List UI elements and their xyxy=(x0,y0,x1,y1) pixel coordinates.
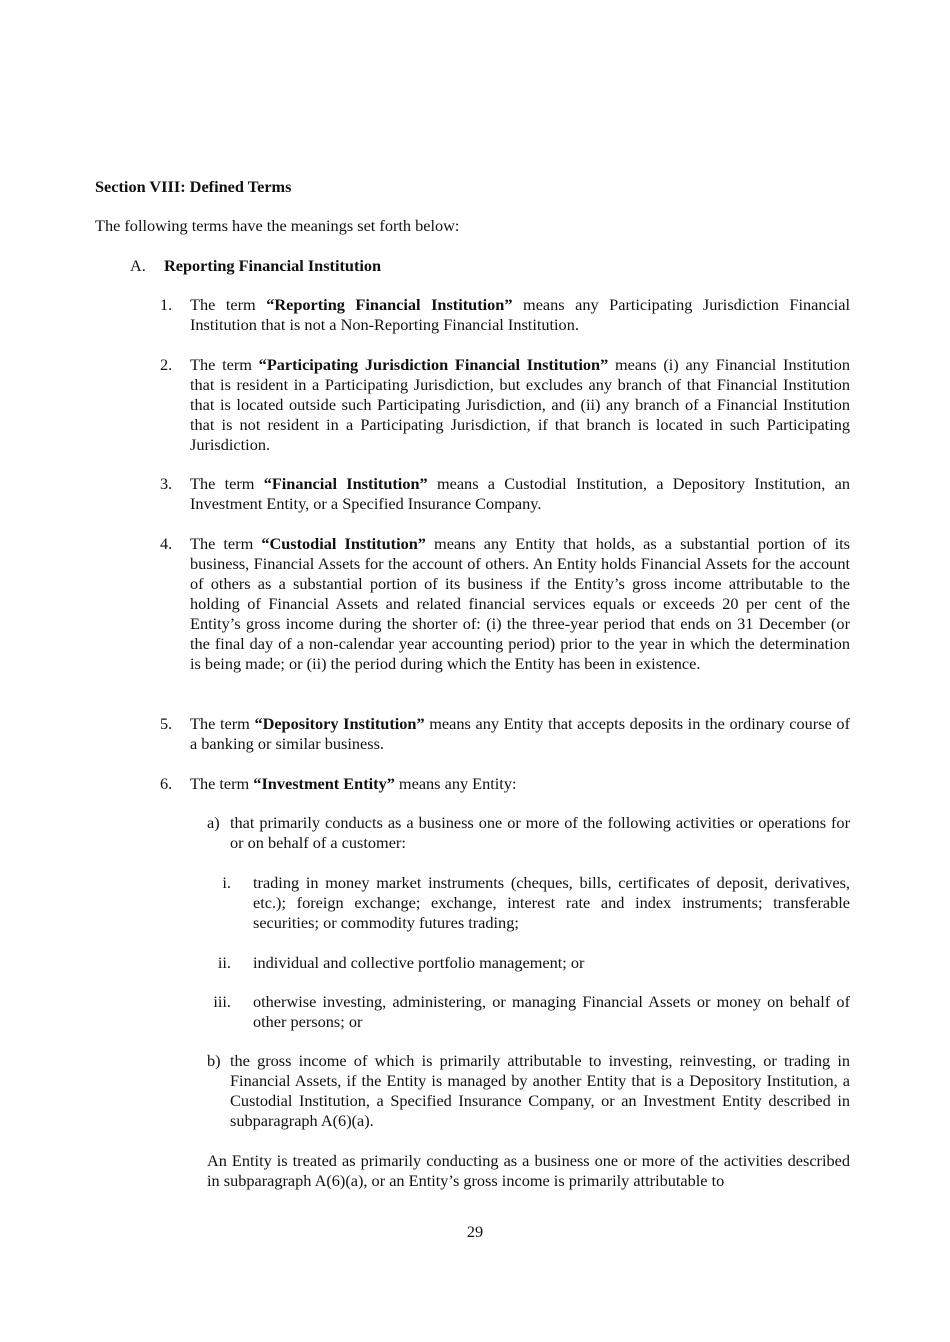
defined-term: “Financial Institution” xyxy=(263,474,428,493)
closing-paragraph: An Entity is treated as primarily conducting as a business one or more of the activities described in subparagraph A(6)(a), or an Entity’s gross income is primarily attributable to xyxy=(207,1151,850,1190)
item-prefix: The term xyxy=(190,534,262,553)
item-number: 4. xyxy=(160,534,173,553)
defined-term: “Custodial Institution” xyxy=(261,534,426,553)
defined-term: “Reporting Financial Institution” xyxy=(266,295,513,314)
item-text: means (i) any Financial Institution that is resident in a Participating Jurisdiction, but excludes any branch of that Financial Institution that is located outside such Participating Jurisdiction, and (ii) any branch of a Financial Institution that is not resident in a Participating Jurisdiction, if that branch is located in such Participating Jurisdiction. xyxy=(190,355,850,454)
item-body xyxy=(190,774,850,794)
defined-term: “Participating Jurisdiction Financial Institution” xyxy=(258,355,609,374)
item-text: means any Entity: xyxy=(394,774,517,793)
subparagraph-label: b) xyxy=(207,1051,221,1070)
page-number: 29 xyxy=(466,1222,484,1241)
roman-text: individual and collective portfolio management; or xyxy=(253,953,585,972)
item-body xyxy=(190,474,850,514)
item-prefix: The term xyxy=(190,474,264,493)
roman-text: otherwise investing, administering, or managing Financial Assets or money on behalf of other persons; or xyxy=(253,992,850,1031)
item-prefix: The term xyxy=(190,355,259,374)
item-text: means any Participating Jurisdiction Financial Institution that is not a Non-Reporting Financial Institution. xyxy=(190,295,850,334)
definition-item xyxy=(160,534,850,674)
definition-item xyxy=(160,474,850,514)
item-body xyxy=(190,534,850,674)
defined-term: “Investment Entity” xyxy=(253,774,395,793)
item-number: 1. xyxy=(160,295,173,314)
item-number: 6. xyxy=(160,774,173,793)
item-number: 3. xyxy=(160,474,173,493)
item-text: means any Entity that holds, as a substantial portion of its business, Financial Assets for the account of others. An Entity holds Financial Assets for the account of others as a substantial portion of its business if the Entity’s gross income attributable to the holding of Financial Assets and related financial services equals or exceeds 20 per cent of the Entity’s gross income during the shorter of: (i) the three-year period that ends on 31 December (or the final day of a non-calendar year accounting period) prior to the year in which the determination is being made; or (ii) the period during which the Entity has been in existence. xyxy=(190,534,850,673)
subparagraph-text: that primarily conducts as a business one or more of the following activities or operations for or on behalf of a customer: xyxy=(230,813,850,852)
item-prefix: The term xyxy=(190,714,255,733)
subsection-letter: A. xyxy=(130,256,146,275)
roman-label: iii. xyxy=(213,992,231,1011)
subparagraph-label: a) xyxy=(207,813,220,832)
item-body xyxy=(190,714,850,754)
definition-item xyxy=(160,714,850,754)
defined-term: “Depository Institution” xyxy=(254,714,425,733)
item-text: means a Custodial Institution, a Depository Institution, an Investment Entity, or a Specified Insurance Company. xyxy=(190,474,850,513)
subparagraph-a xyxy=(207,813,850,853)
roman-item xyxy=(205,873,850,933)
definition-item xyxy=(160,295,850,335)
subparagraph-text: the gross income of which is primarily attributable to investing, reinvesting, or trading in Financial Assets, if the Entity is managed by another Entity that is a Depository Institution, a Custodial Institution, a Specified Insurance Company, or an Investment Entity described in subparagraph A(6)(a). xyxy=(230,1051,850,1130)
roman-label: ii. xyxy=(217,953,231,972)
item-number: 2. xyxy=(160,355,173,374)
item-prefix: The term xyxy=(190,295,267,314)
item-text: means any Entity that accepts deposits in the ordinary course of a banking or similar business. xyxy=(190,714,850,753)
item-body xyxy=(190,355,850,455)
roman-item xyxy=(205,992,850,1032)
roman-item xyxy=(205,953,850,973)
section-heading: Section VIII: Defined Terms xyxy=(95,177,292,196)
intro-text: The following terms have the meanings set forth below: xyxy=(95,216,460,235)
item-prefix: The term xyxy=(190,774,254,793)
item-body xyxy=(190,295,850,335)
subsection-title: Reporting Financial Institution xyxy=(164,256,382,275)
roman-text: trading in money market instruments (cheques, bills, certificates of deposit, derivatives, etc.); foreign exchange; exchange, interest rate and index instruments; transferable securities; or commodity futures trading; xyxy=(253,873,850,932)
definition-item xyxy=(160,355,850,455)
item-number: 5. xyxy=(160,714,173,733)
roman-label: i. xyxy=(222,873,231,892)
subparagraph-b xyxy=(207,1051,850,1131)
definition-item xyxy=(160,774,850,794)
